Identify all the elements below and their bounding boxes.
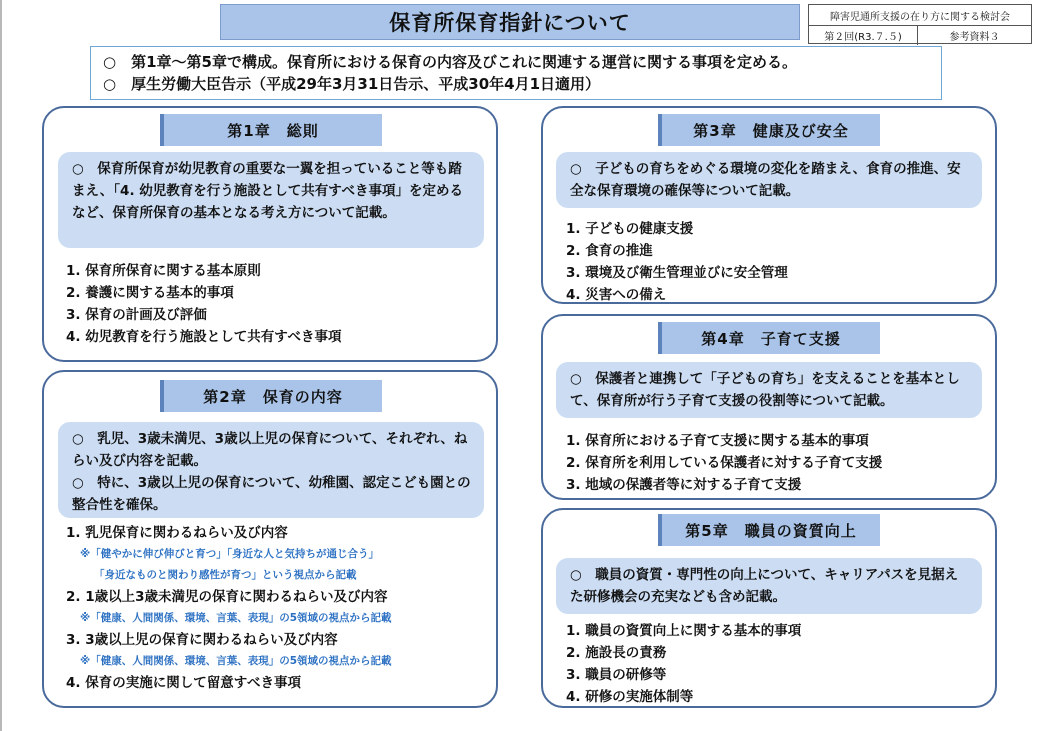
- chapter-2-items: [66, 522, 392, 694]
- chapter-1-items: [66, 260, 341, 348]
- list-item: 3. 保育の計画及び評価: [66, 307, 207, 323]
- list-item: 2. 養護に関する基本的事項: [66, 285, 234, 301]
- list-item: 1. 子どもの健康支援: [566, 221, 694, 237]
- description-text: ○ 保護者と連携して「子どもの育ち」を支えることを基本として、保育所が行う子育て支援の役割等について記載。: [570, 371, 960, 409]
- list-item: 4. 研修の実施体制等: [566, 689, 694, 705]
- chapter-4-description: [556, 362, 982, 418]
- chapter-4-items: [566, 430, 882, 496]
- list-item: 3. 3歳以上児の保育に関わるねらい及び内容: [66, 632, 338, 648]
- chapter-1-title: 第1章 総則: [160, 114, 382, 146]
- list-item: 3. 職員の研修等: [566, 667, 667, 683]
- chapter-4-title: 第4章 子育て支援: [658, 322, 880, 354]
- list-item: 1. 職員の資質向上に関する基本的事項: [566, 623, 802, 639]
- note-text: ※「健康、人間関係、環境、言葉、表現」の5領域の視点から記載: [80, 655, 392, 667]
- meta-committee: 障害児通所支援の在り方に関する検討会: [809, 5, 1031, 26]
- description-text: ○ 特に、3歳以上児の保育について、幼稚園、認定こども園との整合性を確保。: [72, 475, 471, 513]
- note-text: ※「健やかに伸び伸びと育つ」「身近な人と気持ちが通じ合う」: [80, 548, 379, 560]
- list-item: 2. 施設長の責務: [566, 645, 667, 661]
- meta-doc-label: 参考資料３: [949, 32, 1000, 43]
- chapter-2-title: 第2章 保育の内容: [160, 380, 382, 412]
- list-item: 1. 保育所における子育て支援に関する基本的事項: [566, 433, 869, 449]
- summary-line: ○ 第1章～第5章で構成。保育所における保育の内容及びこれに関連する運営に関する事項を定める。: [103, 53, 797, 71]
- description-text: ○ 子どもの育ちをめぐる環境の変化を踏まえ、食育の推進、安全な保育環境の確保等について記載。: [570, 161, 961, 199]
- description-text: ○ 職員の資質・専門性の向上について、キャリアパスを見据えた研修機会の充実なども含め記載。: [570, 567, 959, 605]
- list-item: 4. 幼児教育を行う施設として共有すべき事項: [66, 329, 342, 345]
- chapter-5-description: [556, 558, 982, 614]
- list-item: 1. 保育所保育に関する基本原則: [66, 263, 261, 279]
- list-item: 2. 1歳以上3歳未満児の保育に関わるねらい及び内容: [66, 589, 388, 605]
- note-text: 「身近なものと関わり感性が育つ」という視点から記載: [94, 569, 357, 581]
- description-text: ○ 保育所保育が幼児教育の重要な一翼を担っていること等も踏まえ、「4. 幼児教育を行う施設として共有すべき事項」を定めるなど、保育所保育の基本となる考え方について記載。: [72, 161, 464, 221]
- chapter-3-description: [556, 152, 982, 208]
- chapter-3-title: 第3章 健康及び安全: [658, 114, 880, 146]
- list-item: 2. 食育の推進: [566, 243, 653, 259]
- note-text: ※「健康、人間関係、環境、言葉、表現」の5領域の視点から記載: [80, 612, 392, 624]
- description-text: ○ 乳児、3歳未満児、3歳以上児の保育について、それぞれ、ねらい及び内容を記載。: [72, 431, 468, 469]
- summary-line: ○ 厚生労働大臣告示（平成29年3月31日告示、平成30年4月1日適用）: [103, 75, 601, 93]
- meta-session: 第２回(R3.７.５): [809, 26, 918, 45]
- list-item: 2. 保育所を利用している保護者に対する子育て支援: [566, 455, 883, 471]
- summary-box: [90, 46, 942, 100]
- list-item: 4. 災害への備え: [566, 287, 667, 303]
- list-item: 3. 環境及び衛生管理並びに安全管理: [566, 265, 788, 281]
- meta-table: [808, 4, 1032, 44]
- chapter-5-title: 第5章 職員の資質向上: [658, 514, 880, 546]
- list-item: 4. 保育の実施に関して留意すべき事項: [66, 675, 301, 691]
- page-title: 保育所保育指針について: [220, 4, 800, 40]
- list-item: 3. 地域の保護者等に対する子育て支援: [566, 477, 802, 493]
- chapter-5-items: [566, 620, 801, 708]
- chapter-1-description: [58, 152, 484, 248]
- chapter-3-items: [566, 218, 788, 306]
- page-border: [0, 0, 2, 731]
- list-item: 1. 乳児保育に関わるねらい及び内容: [66, 525, 288, 541]
- chapter-2-description: [58, 422, 484, 518]
